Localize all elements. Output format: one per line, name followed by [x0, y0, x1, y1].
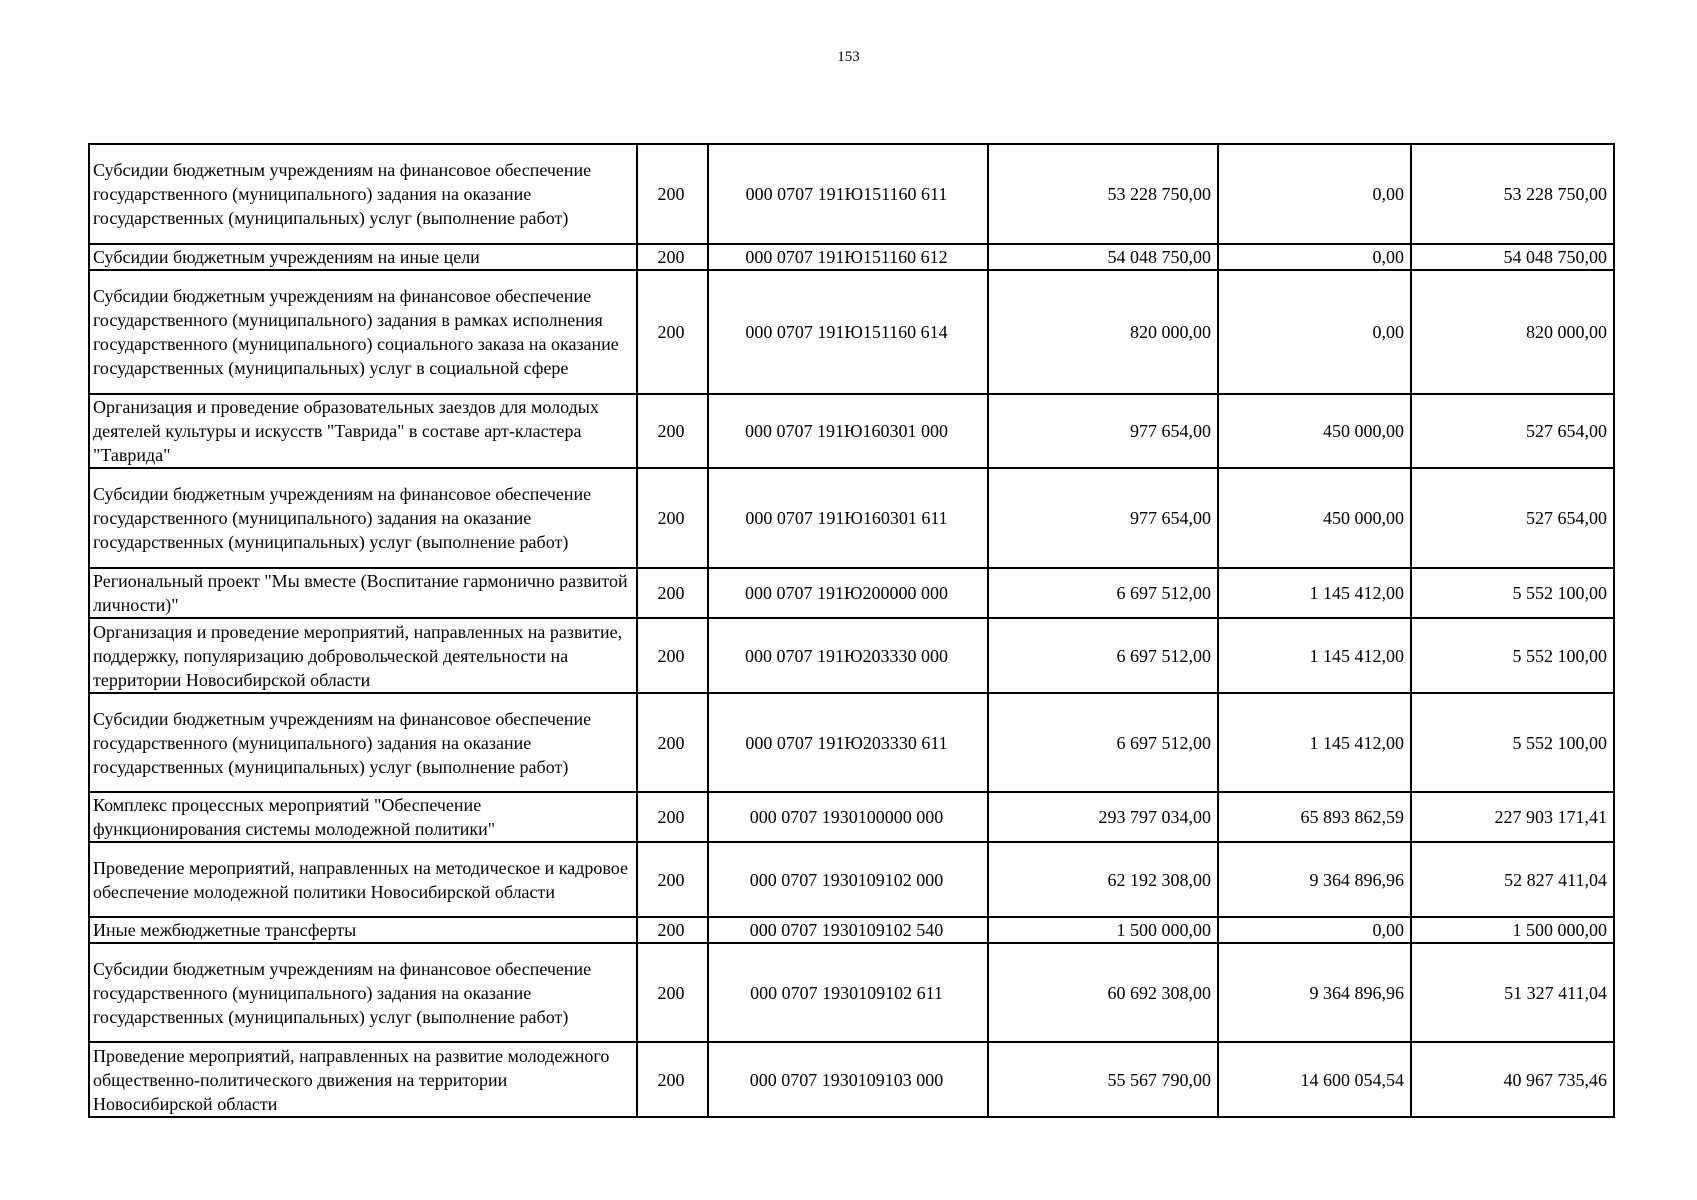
- row-name-cell: Региональный проект "Мы вместе (Воспитание гармонично развитой личности)": [89, 568, 637, 618]
- plan-amount-cell: 62 192 308,00: [988, 842, 1218, 917]
- table-row: [89, 144, 1614, 244]
- plan-amount-cell: 55 567 790,00: [988, 1042, 1218, 1117]
- classification-code-cell: 000 0707 191Ю151160 614: [708, 270, 988, 394]
- remainder-amount-cell: 40 967 735,46: [1411, 1042, 1614, 1117]
- admin-code-cell: 200: [637, 693, 708, 792]
- remainder-amount-cell: 820 000,00: [1411, 270, 1614, 394]
- remainder-amount-cell: 527 654,00: [1411, 394, 1614, 468]
- plan-amount-cell: 293 797 034,00: [988, 792, 1218, 842]
- executed-amount-cell: 14 600 054,54: [1218, 1042, 1411, 1117]
- executed-amount-cell: 0,00: [1218, 917, 1411, 943]
- classification-code-cell: 000 0707 191Ю151160 611: [708, 144, 988, 244]
- row-name-cell: Проведение мероприятий, направленных на методическое и кадровое обеспечение молодежной политики Новосибирской области: [89, 842, 637, 917]
- plan-amount-cell: 977 654,00: [988, 468, 1218, 568]
- row-name-cell: Субсидии бюджетным учреждениям на финансовое обеспечение государственного (муниципального) задания в рамках исполнения государственного (муниципального) социального заказа на оказание государственных (муниципальных) услуг в социальной сфере: [89, 270, 637, 394]
- plan-amount-cell: 6 697 512,00: [988, 568, 1218, 618]
- table-row: [89, 618, 1614, 693]
- row-name-cell: Организация и проведение образовательных заездов для молодых деятелей культуры и искусств "Таврида" в составе арт-кластера "Таврида": [89, 394, 637, 468]
- executed-amount-cell: 9 364 896,96: [1218, 943, 1411, 1042]
- admin-code-cell: 200: [637, 394, 708, 468]
- executed-amount-cell: 0,00: [1218, 270, 1411, 394]
- table-row: [89, 792, 1614, 842]
- admin-code-cell: 200: [637, 618, 708, 693]
- admin-code-cell: 200: [637, 943, 708, 1042]
- admin-code-cell: 200: [637, 842, 708, 917]
- remainder-amount-cell: 51 327 411,04: [1411, 943, 1614, 1042]
- executed-amount-cell: 450 000,00: [1218, 468, 1411, 568]
- classification-code-cell: 000 0707 1930109102 000: [708, 842, 988, 917]
- table-row: [89, 917, 1614, 943]
- admin-code-cell: 200: [637, 917, 708, 943]
- classification-code-cell: 000 0707 191Ю151160 612: [708, 244, 988, 270]
- table-row: [89, 270, 1614, 394]
- table-row: [89, 394, 1614, 468]
- classification-code-cell: 000 0707 1930109102 611: [708, 943, 988, 1042]
- budget-table: [88, 143, 1615, 1118]
- plan-amount-cell: 1 500 000,00: [988, 917, 1218, 943]
- executed-amount-cell: 9 364 896,96: [1218, 842, 1411, 917]
- plan-amount-cell: 54 048 750,00: [988, 244, 1218, 270]
- table-row: [89, 943, 1614, 1042]
- page-number: 153: [837, 49, 860, 65]
- plan-amount-cell: 60 692 308,00: [988, 943, 1218, 1042]
- remainder-amount-cell: 227 903 171,41: [1411, 792, 1614, 842]
- admin-code-cell: 200: [637, 144, 708, 244]
- plan-amount-cell: 977 654,00: [988, 394, 1218, 468]
- row-name-cell: Субсидии бюджетным учреждениям на иные цели: [89, 244, 637, 270]
- row-name-cell: Субсидии бюджетным учреждениям на финансовое обеспечение государственного (муниципального) задания на оказание государственных (муниципальных) услуг (выполнение работ): [89, 144, 637, 244]
- executed-amount-cell: 1 145 412,00: [1218, 618, 1411, 693]
- plan-amount-cell: 6 697 512,00: [988, 693, 1218, 792]
- admin-code-cell: 200: [637, 468, 708, 568]
- admin-code-cell: 200: [637, 792, 708, 842]
- remainder-amount-cell: 5 552 100,00: [1411, 568, 1614, 618]
- remainder-amount-cell: 527 654,00: [1411, 468, 1614, 568]
- table-row: [89, 1042, 1614, 1117]
- remainder-amount-cell: 5 552 100,00: [1411, 618, 1614, 693]
- remainder-amount-cell: 53 228 750,00: [1411, 144, 1614, 244]
- classification-code-cell: 000 0707 191Ю200000 000: [708, 568, 988, 618]
- row-name-cell: Комплекс процессных мероприятий "Обеспечение функционирования системы молодежной политики": [89, 792, 637, 842]
- row-name-cell: Субсидии бюджетным учреждениям на финансовое обеспечение государственного (муниципального) задания на оказание государственных (муниципальных) услуг (выполнение работ): [89, 943, 637, 1042]
- remainder-amount-cell: 54 048 750,00: [1411, 244, 1614, 270]
- table-row: [89, 468, 1614, 568]
- admin-code-cell: 200: [637, 1042, 708, 1117]
- plan-amount-cell: 6 697 512,00: [988, 618, 1218, 693]
- row-name-cell: Иные межбюджетные трансферты: [89, 917, 637, 943]
- table-row: [89, 693, 1614, 792]
- row-name-cell: Субсидии бюджетным учреждениям на финансовое обеспечение государственного (муниципального) задания на оказание государственных (муниципальных) услуг (выполнение работ): [89, 693, 637, 792]
- executed-amount-cell: 1 145 412,00: [1218, 568, 1411, 618]
- row-name-cell: Субсидии бюджетным учреждениям на финансовое обеспечение государственного (муниципального) задания на оказание государственных (муниципальных) услуг (выполнение работ): [89, 468, 637, 568]
- table-row: [89, 244, 1614, 270]
- classification-code-cell: 000 0707 191Ю203330 611: [708, 693, 988, 792]
- plan-amount-cell: 53 228 750,00: [988, 144, 1218, 244]
- plan-amount-cell: 820 000,00: [988, 270, 1218, 394]
- executed-amount-cell: 450 000,00: [1218, 394, 1411, 468]
- classification-code-cell: 000 0707 1930109103 000: [708, 1042, 988, 1117]
- executed-amount-cell: 65 893 862,59: [1218, 792, 1411, 842]
- classification-code-cell: 000 0707 1930109102 540: [708, 917, 988, 943]
- classification-code-cell: 000 0707 1930100000 000: [708, 792, 988, 842]
- remainder-amount-cell: 52 827 411,04: [1411, 842, 1614, 917]
- admin-code-cell: 200: [637, 270, 708, 394]
- executed-amount-cell: 0,00: [1218, 244, 1411, 270]
- remainder-amount-cell: 1 500 000,00: [1411, 917, 1614, 943]
- admin-code-cell: 200: [637, 244, 708, 270]
- table-row: [89, 842, 1614, 917]
- remainder-amount-cell: 5 552 100,00: [1411, 693, 1614, 792]
- row-name-cell: Проведение мероприятий, направленных на развитие молодежного общественно-политического движения на территории Новосибирской области: [89, 1042, 637, 1117]
- classification-code-cell: 000 0707 191Ю203330 000: [708, 618, 988, 693]
- classification-code-cell: 000 0707 191Ю160301 000: [708, 394, 988, 468]
- table-row: [89, 568, 1614, 618]
- executed-amount-cell: 1 145 412,00: [1218, 693, 1411, 792]
- row-name-cell: Организация и проведение мероприятий, направленных на развитие, поддержку, популяризацию добровольческой деятельности на территории Новосибирской области: [89, 618, 637, 693]
- classification-code-cell: 000 0707 191Ю160301 611: [708, 468, 988, 568]
- executed-amount-cell: 0,00: [1218, 144, 1411, 244]
- admin-code-cell: 200: [637, 568, 708, 618]
